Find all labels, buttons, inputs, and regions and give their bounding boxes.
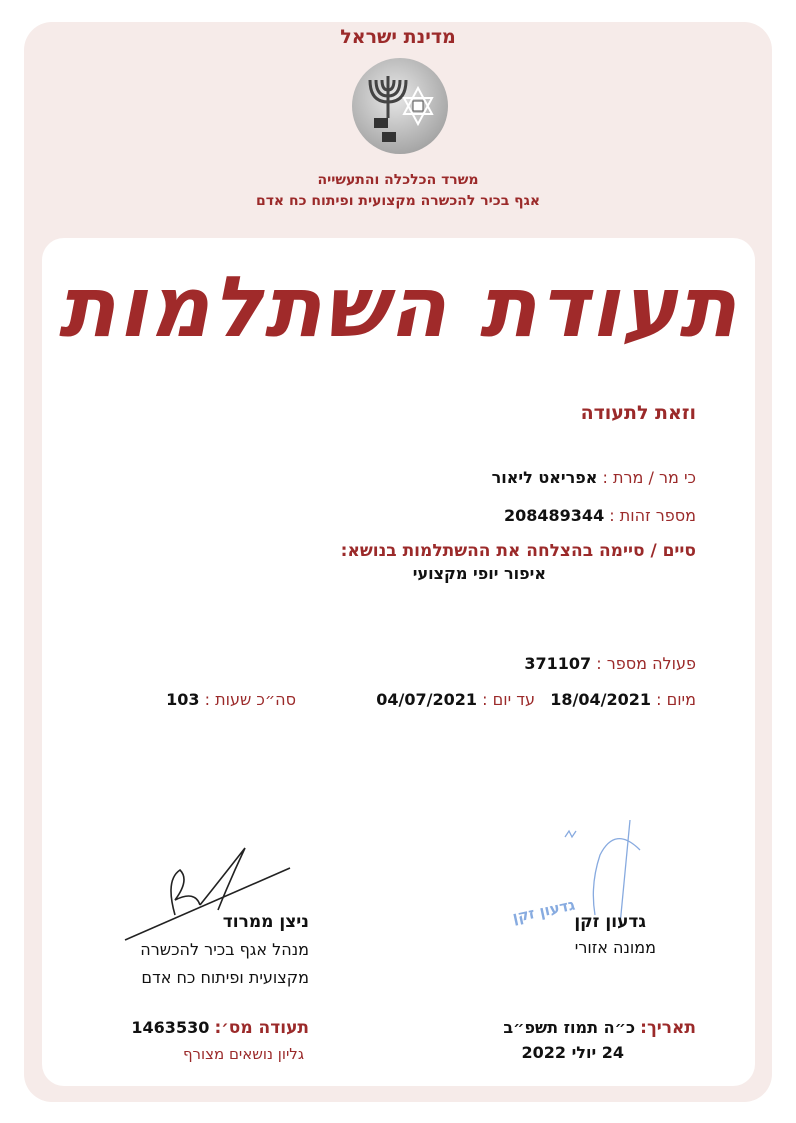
action-label: פעולה מספר :	[596, 654, 696, 673]
left-signer-role-2: מקצועית ופיתוח כח אדם	[141, 968, 309, 987]
name-value: אפריאט ליאור	[491, 468, 598, 487]
stamp-signature-icon	[510, 815, 695, 927]
certificate-number-row	[131, 1018, 309, 1038]
action-value: 371107	[524, 654, 592, 673]
right-signer-role: ממונה אזורי	[574, 938, 656, 957]
certificate-number-value: 1463530	[131, 1018, 210, 1037]
date-gregorian: 24 יולי 2022	[521, 1043, 624, 1062]
action-row	[524, 654, 696, 673]
emblem-icon	[352, 58, 448, 154]
from-label: מיום :	[656, 690, 696, 709]
id-row	[504, 506, 696, 525]
date-label: תאריך:	[640, 1018, 696, 1038]
svg-text:גדעון זקן: גדעון זקן	[510, 895, 577, 927]
hours-row	[166, 690, 296, 709]
date-hebrew: כ״ה תמוז תשפ״ב	[503, 1018, 636, 1037]
intro-text: וזאת לתעודה	[580, 402, 696, 424]
course-subject: איפור יופי מקצועי	[412, 564, 546, 583]
left-signer-name: ניצן ממרוד	[222, 912, 309, 932]
id-label: מספר זהות :	[609, 506, 696, 525]
from-value: 18/04/2021	[550, 690, 651, 709]
hours-label: סה״כ שעות :	[204, 690, 296, 709]
id-value: 208489344	[504, 506, 605, 525]
left-signer-role-1: מנהל אגף בכיר להכשרה	[140, 940, 309, 959]
date-row	[503, 1018, 696, 1038]
certificate-number-label: תעודה מס׳:	[214, 1018, 309, 1038]
ministry-name: משרד הכלכלה והתעשייה	[317, 172, 479, 188]
to-label: עד יום :	[482, 690, 535, 709]
name-label: כי מר / מרת :	[602, 468, 696, 487]
attachment-note: גליון נושאים מצורף	[182, 1045, 304, 1063]
state-name: מדינת ישראל	[340, 26, 456, 48]
certificate-title: תעודת השתלמות	[58, 258, 739, 356]
to-value: 04/07/2021	[376, 690, 478, 709]
hours-value: 103	[166, 690, 200, 709]
from-row	[376, 690, 696, 709]
right-signer-name: גדעון זקן	[574, 912, 646, 932]
division-name: אגף בכיר להכשרה מקצועית ופיתוח כח אדם	[255, 193, 541, 209]
name-row	[492, 468, 696, 487]
signature-icon	[120, 840, 300, 950]
completed-label: סיים / סיימה בהצלחה את ההשתלמות בנושא:	[340, 541, 696, 561]
